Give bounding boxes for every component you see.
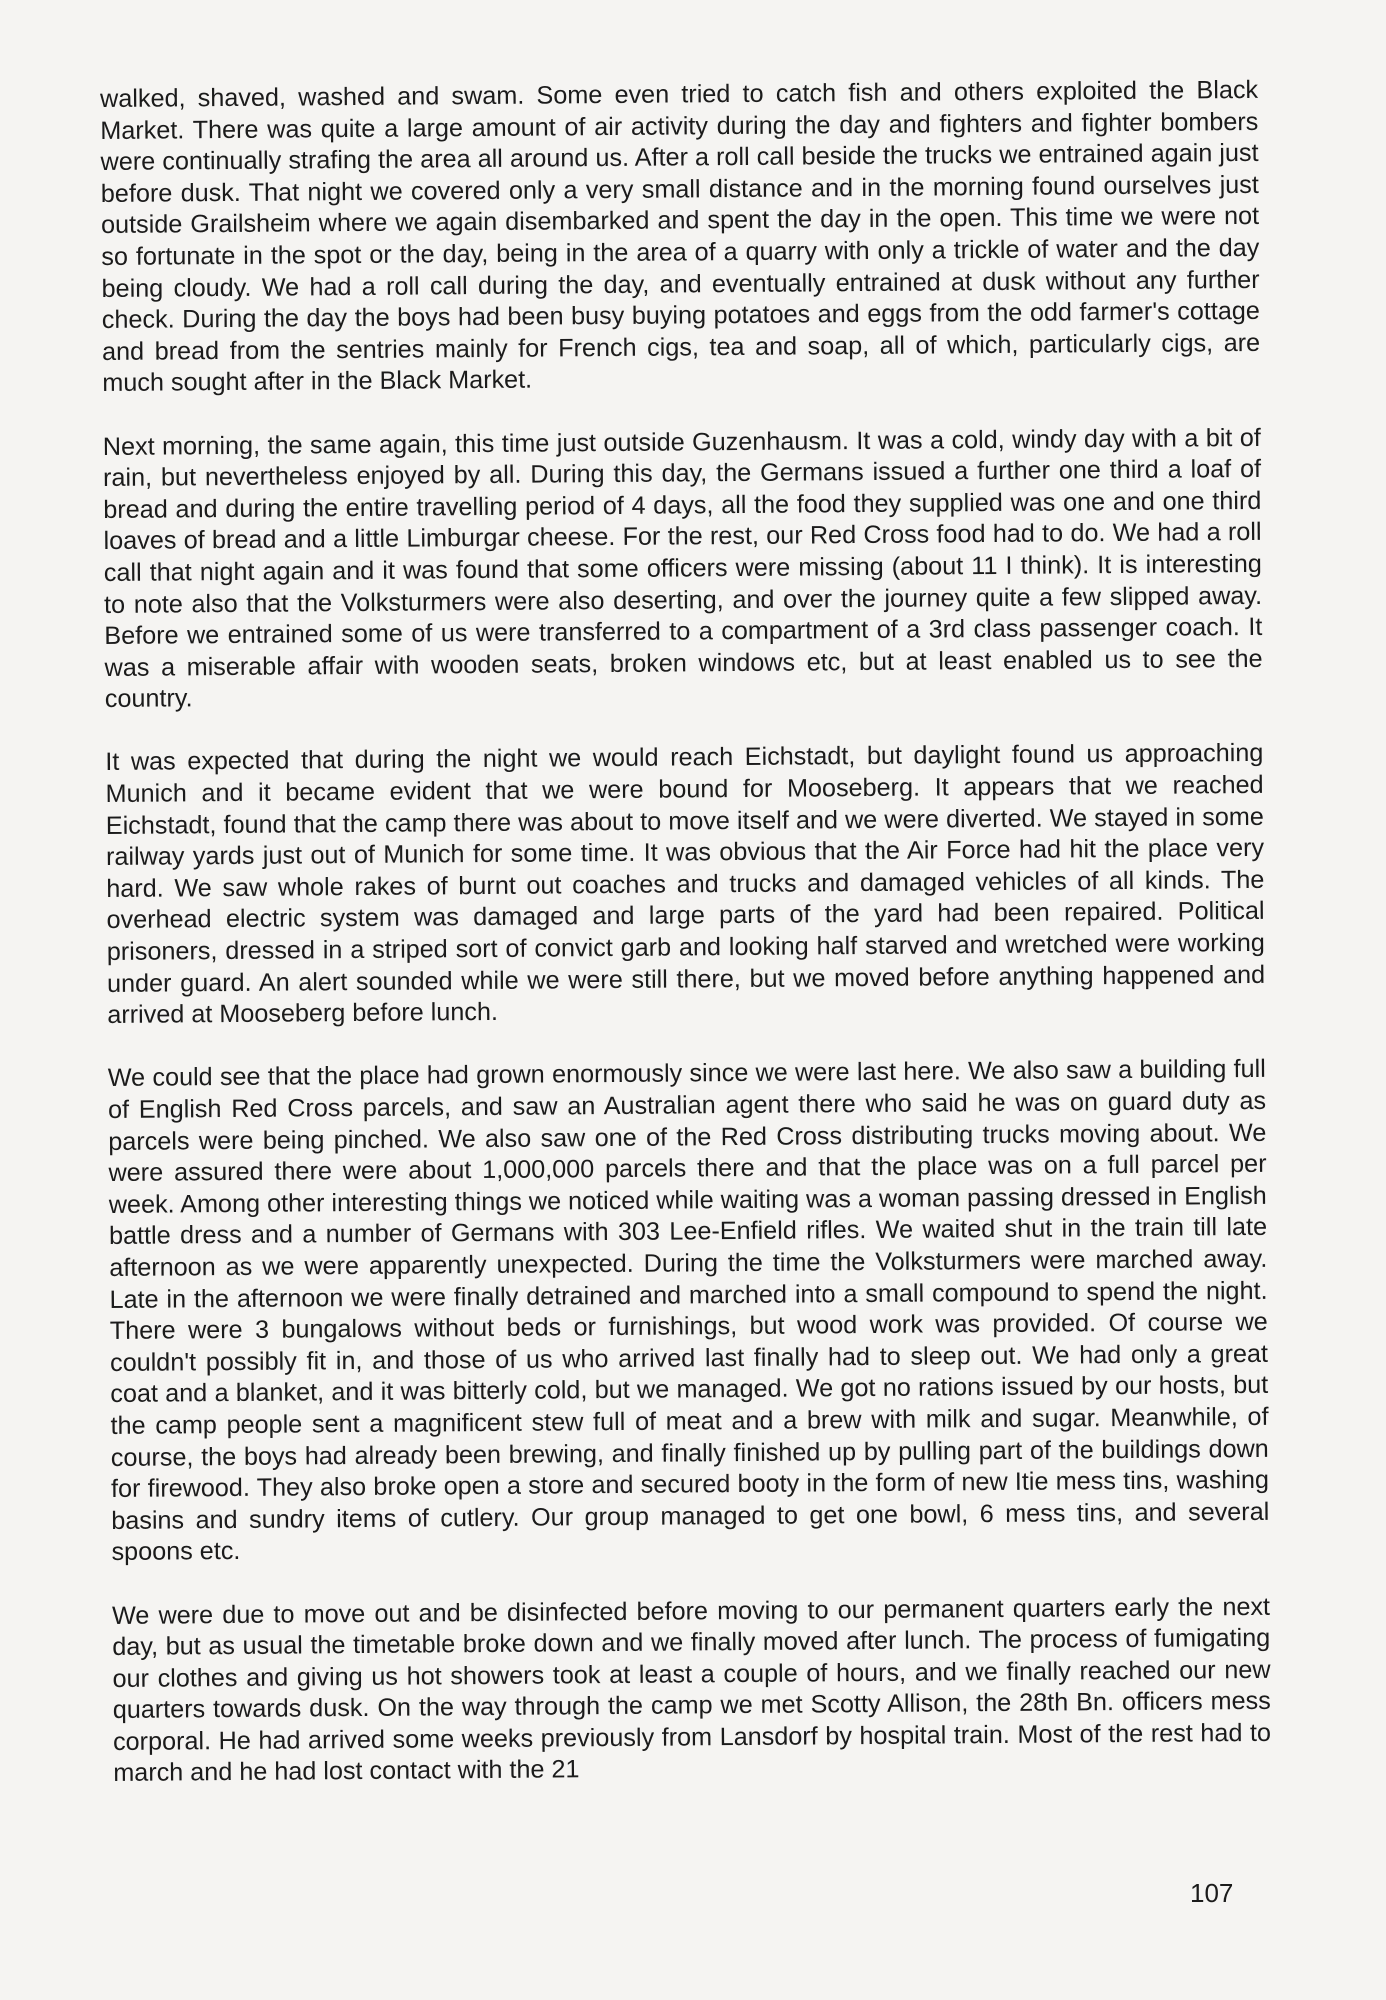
- paragraph-5: We were due to move out and be disinfected before moving to our permanent quarters early the next day, but as usual the timetable broke down and we finally moved after lunch. The process of fumigating our clothes and giving us hot showers took at least a couple of hours, and we finally reached our new quarters towards dusk. On the way through the camp we met Scotty Allison, the 28th Bn. officers mess corporal. He had arrived some weeks previously from Lansdorf by hospital train. Most of the rest had to march and he had lost contact with the 21: [111, 1592, 1272, 1788]
- page-number: 107: [1190, 1878, 1234, 1908]
- paragraph-3: It was expected that during the night we would reach Eichstadt, but daylight found us approaching Munich and it became evident that we were bound for Mooseberg. It appears that we reached Eichstadt, found that the camp there was about to move itself and we were diverted. We stayed in some railway yards just out of Munich for some time. It was obvious that the Air Force had hit the place very hard. We saw whole rakes of burnt out coaches and trucks and damaged vehicles of all kinds. The overhead electric system was damaged and large parts of the yard had been repaired. Political prisoners, dressed in a striped sort of convict garb and looking half starved and wretched were working under guard. An alert sounded while we were still there, but we moved before anything happened and arrived at Mooseberg before lunch.: [105, 739, 1266, 1030]
- paragraph-2: Next morning, the same again, this time just outside Guzenhausm. It was a cold, windy day with a bit of rain, but nevertheless enjoyed by all. During this day, the Germans issued a further one third a loaf of bread and during the entire travelling period of 4 days, all the food they supplied was one and one third loaves of bread and a little Limburgar cheese. For the rest, our Red Cross food had to do. We had a roll call that night again and it was found that some officers were missing (about 11 I think). It is interesting to note also that the Volksturmers were also deserting, and over the journey quite a few slipped away. Before we entrained some of us were transferred to a compartment of a 3rd class passenger coach. It was a miserable affair with wooden seats, broken windows etc, but at least enabled us to see the country.: [102, 423, 1263, 714]
- paragraph-1: walked, shaved, washed and swam. Some even tried to catch fish and others exploited the Black Market. There was quite a large amount of air activity during the day and fighters and fighter bombers were continually strafing the area all around us. After a roll call beside the trucks we entrained again just before dusk. That night we covered only a very small distance and in the morning found ourselves just outside Grailsheim where we again disembarked and spent the day in the open. This time we were not so fortunate in the spot or the day, being in the area of a quarry with only a trickle of water and the day being cloudy. We had a roll call during the day, and eventually entrained at dusk without any further check. During the day the boys had been busy buying potatoes and eggs from the odd farmer's cottage and bread from the sentries mainly for French cigs, tea and soap, all of which, particularly cigs, are much sought after in the Black Market.: [100, 75, 1261, 398]
- body-text: [100, 75, 1272, 1822]
- paragraph-4: We could see that the place had grown enormously since we were last here. We also saw a building full of English Red Cross parcels, and saw an Australian agent there who said he was on guard duty as parcels were being pinched. We also saw one of the Red Cross distributing trucks moving about. We were assured there were about 1,000,000 parcels there and that the place was on a full parcel per week. Among other interesting things we noticed while waiting was a woman passing dressed in English battle dress and a number of Germans with 303 Lee-Enfield rifles. We waited shut in the train till late afternoon as we were apparently unexpected. During the time the Volksturmers were marched away. Late in the afternoon we were finally detrained and marched into a small compound to spend the night. There were 3 bungalows without beds or furnishings, but wood work was provided. Of course we couldn't possibly fit in, and those of us who arrived last finally had to sleep out. We had only a great coat and a blanket, and it was bitterly cold, but we managed. We got no rations issued by our hosts, but the camp people sent a magnificent stew full of meat and a brew with milk and sugar. Meanwhile, of course, the boys had already been brewing, and finally finished up by pulling part of the buildings down for firewood. They also broke open a store and secured booty in the form of new Itie mess tins, washing basins and sundry items of cutlery. Our group managed to get one bowl, 6 mess tins, and several spoons etc.: [107, 1055, 1270, 1567]
